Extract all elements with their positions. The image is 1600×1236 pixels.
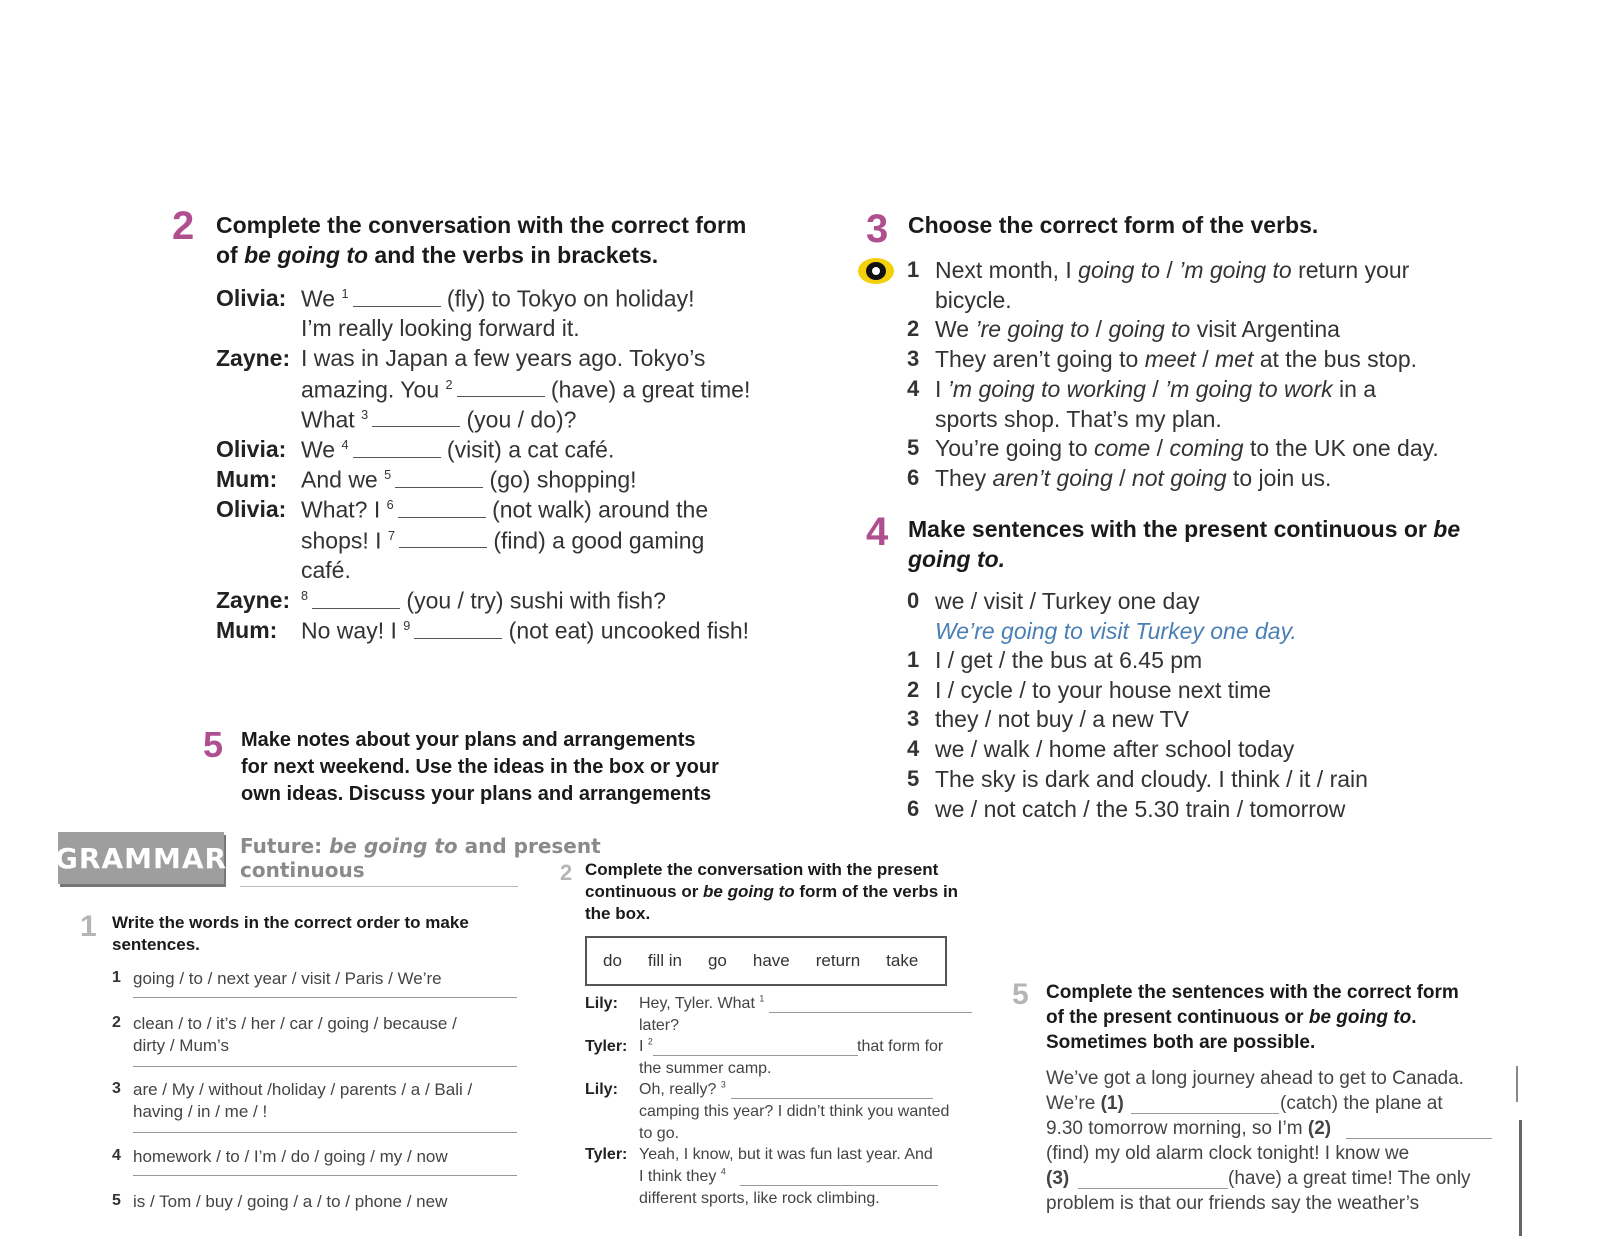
conversation-line: café. — [301, 556, 351, 583]
word-order-item: going / to / next year / visit / Paris / We’re — [133, 969, 442, 988]
grammar-ex2-instruction-line3: the box. — [585, 904, 651, 923]
conversation-line: I was in Japan a few years ago. Tokyo’s — [301, 345, 706, 372]
answer-blank[interactable] — [398, 496, 486, 518]
verb-option[interactable]: going to — [1108, 316, 1191, 343]
exercise-4-example-answer: We’re going to visit Turkey one day. — [935, 618, 1297, 644]
text-line: (3) — [1046, 1168, 1070, 1189]
exercise-5-line1: Make notes about your plans and arrangements — [241, 729, 696, 751]
item-number: 4 — [907, 736, 920, 762]
answer-line[interactable] — [740, 1185, 938, 1186]
grammar-title-underline — [240, 886, 518, 887]
speaker-label: Tyler: — [585, 1038, 628, 1055]
verb-option[interactable]: ’m going to — [1179, 257, 1292, 283]
conversation-line: What $^3$ (you / do)? — [301, 406, 577, 433]
answer-line[interactable] — [1078, 1188, 1228, 1189]
answer-line[interactable] — [769, 1012, 972, 1013]
grammar-title-line1: Future: be going to and present — [240, 834, 601, 858]
answer-line[interactable] — [1346, 1138, 1492, 1139]
answer-line[interactable] — [133, 1132, 517, 1133]
item-number: 3 — [907, 346, 920, 372]
grammar-title-line2: continuous — [240, 858, 365, 882]
speaker-label: Zayne: — [216, 587, 291, 613]
word-order-item: homework / to / I’m / do / going / my / now — [133, 1147, 448, 1166]
answer-blank[interactable] — [353, 285, 441, 307]
verb-option[interactable]: come — [1094, 435, 1151, 462]
text-line: (have) a great time! The only — [1228, 1168, 1471, 1189]
page-edge — [1516, 1066, 1518, 1102]
verb-option[interactable]: ’m going to working — [947, 375, 1146, 402]
eye-icon — [858, 258, 894, 284]
grammar-ex5-instruction-line3: Sometimes both are possible. — [1046, 1032, 1316, 1053]
page-edge — [1519, 1120, 1522, 1236]
answer-line[interactable] — [653, 1055, 858, 1056]
item-number: 5 — [907, 435, 920, 461]
text-line: We’ve got a long journey ahead to get to Canada. — [1046, 1068, 1464, 1089]
verb-option[interactable]: going to — [1078, 257, 1161, 283]
exercise-3-instruction: Choose the correct form of the verbs. — [908, 212, 1319, 238]
answer-blank[interactable] — [353, 436, 441, 458]
grammar-ex1-instruction-line1: Write the words in the correct order to make — [112, 913, 469, 932]
dialogue-line: later? — [639, 1017, 680, 1034]
exercise-2-instruction-line1: Complete the conversation with the correct form — [216, 212, 747, 238]
word-box-item: fill in — [647, 951, 682, 970]
exercise-2-instruction-line2: of be going to and the verbs in brackets. — [216, 242, 659, 268]
exercise-3-item: You’re going to come / coming to the UK one day. — [935, 435, 1439, 462]
item-number: 1 — [907, 257, 920, 282]
exercise-4-example-number: 0 — [907, 588, 920, 613]
verb-option[interactable]: ’m going to work — [1165, 375, 1333, 402]
answer-blank[interactable] — [312, 587, 400, 609]
item-number: 2 — [907, 676, 920, 702]
item-number: 1 — [112, 969, 121, 986]
dialogue-line: Oh, really? $^3$ — [639, 1079, 726, 1098]
dialogue-line: I $^2$ — [639, 1036, 653, 1055]
exercise-5-line3: own ideas. Discuss your plans and arrangements — [241, 783, 712, 805]
conversation-line: We $^4$ (visit) a cat café. — [301, 436, 615, 463]
answer-blank[interactable] — [399, 527, 487, 549]
verb-option[interactable]: meet — [1144, 346, 1196, 373]
grammar-ex1-number: 1 — [80, 910, 97, 943]
speaker-label: Zayne: — [216, 345, 291, 372]
word-order-item: dirty / Mum’s — [133, 1036, 230, 1055]
conversation-line: amazing. You $^2$ (have) a great time! — [301, 376, 751, 403]
exercise-4-instruction-line2: going to. — [908, 546, 1006, 572]
exercise-5-line2: for next weekend. Use the ideas in the box or your — [241, 756, 719, 778]
exercise-2-instruction — [216, 210, 746, 270]
item-number: 5 — [112, 1192, 121, 1209]
answer-blank[interactable] — [395, 466, 483, 488]
item-number: 6 — [907, 795, 920, 821]
exercise-4-number: 4 — [866, 510, 889, 554]
item-number: 4 — [907, 375, 920, 401]
text-line: 9.30 tomorrow morning, so I’m (2) — [1046, 1118, 1332, 1139]
verb-option[interactable]: not going — [1131, 464, 1227, 491]
answer-line[interactable] — [133, 1175, 517, 1176]
exercise-4-item: we / not catch / the 5.30 train / tomorrow — [935, 795, 1346, 822]
grammar-ex5-instruction-line2: of the present continuous or be going to. — [1046, 1007, 1417, 1028]
exercise-4-example: we / visit / Turkey one day — [935, 588, 1200, 614]
grammar-tab: GRAMMAR — [58, 832, 224, 884]
exercise-5-instruction — [241, 727, 761, 803]
text-line: (find) my old alarm clock tonight! I know we — [1046, 1143, 1410, 1164]
exercise-2-number: 2 — [172, 204, 195, 248]
word-box-item: take — [886, 951, 919, 970]
text-line: We’re (1) — [1046, 1093, 1124, 1114]
grammar-ex1-instruction-line2: sentences. — [112, 935, 200, 954]
item-number: 2 — [907, 316, 920, 342]
conversation-line: And we $^5$ (go) shopping! — [301, 466, 637, 493]
word-box — [585, 936, 947, 986]
conversation-line: What? I $^6$ (not walk) around the — [301, 497, 709, 524]
item-number: 6 — [907, 464, 920, 490]
grammar-ex2-number: 2 — [560, 860, 573, 885]
exercise-4-item: we / walk / home after school today — [935, 736, 1295, 763]
verb-option[interactable]: coming — [1169, 435, 1244, 462]
conversation-line: No way! I $^9$ (not eat) uncooked fish! — [301, 617, 750, 644]
exercise-3-item: We ’re going to / going to visit Argentina — [935, 316, 1340, 343]
word-order-item: are / My / without /holiday / parents / a / Bali / — [133, 1080, 473, 1099]
speaker-label: Tyler: — [585, 1146, 628, 1163]
item-number: 3 — [907, 706, 920, 732]
answer-blank[interactable] — [457, 376, 545, 398]
grammar-ex2-instruction-line1: Complete the conversation with the present — [585, 860, 939, 879]
exercise-4-item: I / get / the bus at 6.45 pm — [935, 647, 1203, 673]
speaker-label: Olivia: — [216, 285, 287, 311]
exercise-3-item: sports shop. That’s my plan. — [935, 405, 1222, 432]
speaker-label: Olivia: — [216, 436, 287, 462]
grammar-ex1-instruction — [112, 912, 469, 956]
grammar-ex5-instruction — [1046, 980, 1459, 1055]
exercise-3-item: Next month, I going to / ’m going to return your — [935, 257, 1410, 283]
item-number: 2 — [112, 1014, 121, 1031]
exercise-4-instruction-line1: Make sentences with the present continuous or be — [908, 516, 1461, 542]
conversation-line: $^8$ (you / try) sushi with fish? — [301, 587, 666, 614]
text-line: (catch) the plane at — [1280, 1093, 1443, 1114]
exercise-3-item: They aren’t going to meet / met at the bus stop. — [935, 346, 1418, 373]
exercise-3-item: They aren’t going / not going to join us. — [935, 464, 1332, 491]
item-number: 4 — [112, 1147, 121, 1164]
exercise-4-item: they / not buy / a new TV — [935, 706, 1189, 733]
dialogue-line: I think they $^4$ — [639, 1166, 726, 1185]
word-box-item: go — [707, 951, 727, 970]
word-order-item: is / Tom / buy / going / a / to / phone / new — [133, 1192, 448, 1211]
exercise-3-number: 3 — [866, 207, 889, 251]
exercise-4-item: I / cycle / to your house next time — [935, 676, 1272, 703]
verb-option[interactable]: met — [1215, 346, 1254, 373]
word-box-item: return — [815, 951, 861, 970]
answer-line[interactable] — [133, 997, 517, 998]
item-number: 1 — [907, 647, 920, 672]
conversation-line: I’m really looking forward it. — [301, 315, 580, 342]
text-line: problem is that our friends say the weather’s — [1046, 1193, 1420, 1214]
grammar-ex5-number: 5 — [1012, 978, 1029, 1011]
exercise-3-item: I ’m going to working / ’m going to work in a — [935, 375, 1377, 402]
word-box-item: do — [603, 951, 622, 970]
grammar-ex2-instruction — [585, 859, 958, 925]
speaker-label: Lily: — [585, 1081, 618, 1098]
verb-option[interactable]: aren’t going — [992, 464, 1113, 491]
speaker-label: Mum: — [216, 617, 278, 644]
item-number: 5 — [907, 765, 920, 791]
verb-option[interactable]: ’re going to — [975, 316, 1090, 343]
dialogue-line: that form for — [857, 1038, 944, 1055]
dialogue-line: Yeah, I know, but it was fun last year. And — [639, 1146, 933, 1163]
exercise-4-instruction — [908, 514, 1460, 574]
answer-line[interactable] — [1131, 1113, 1279, 1114]
grammar-ex5-instruction-line1: Complete the sentences with the correct form — [1046, 982, 1459, 1003]
conversation-line: We $^1$ (fly) to Tokyo on holiday! — [301, 285, 695, 312]
answer-blank[interactable] — [414, 617, 502, 639]
answer-blank[interactable] — [372, 406, 460, 428]
exercise-5-number: 5 — [203, 724, 224, 765]
dialogue-line: the summer camp. — [639, 1060, 772, 1077]
dialogue-line: camping this year? I didn’t think you wanted — [639, 1103, 950, 1120]
grammar-title — [240, 834, 601, 885]
speaker-label: Mum: — [216, 466, 278, 493]
dialogue-line: to go. — [639, 1125, 680, 1142]
speaker-label: Lily: — [585, 995, 618, 1012]
word-box-item: have — [752, 951, 790, 970]
speaker-label: Olivia: — [216, 496, 287, 523]
conversation-line: shops! I $^7$ (find) a good gaming — [301, 527, 705, 554]
word-order-item: having / in / me / ! — [133, 1102, 268, 1121]
dialogue-line: Hey, Tyler. What $^1$ — [639, 993, 765, 1012]
word-order-item: clean / to / it’s / her / car / going / because / — [133, 1014, 457, 1033]
dialogue-line: different sports, like rock climbing. — [639, 1190, 880, 1207]
exercise-4-item: The sky is dark and cloudy. I think / it / rain — [935, 765, 1368, 792]
item-number: 3 — [112, 1080, 121, 1097]
exercise-3-item: bicycle. — [935, 286, 1012, 313]
answer-line[interactable] — [731, 1098, 933, 1099]
grammar-ex2-instruction-line2: continuous or be going to form of the verbs in — [585, 882, 959, 901]
answer-line[interactable] — [133, 1066, 517, 1067]
